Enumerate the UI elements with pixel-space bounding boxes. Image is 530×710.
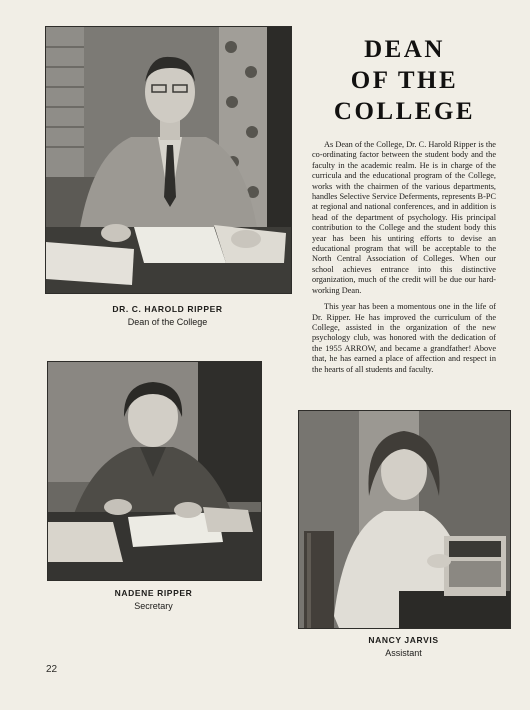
secretary-role: Secretary (134, 601, 173, 611)
title-line-1: DEAN (364, 36, 445, 63)
page-number: 22 (46, 664, 58, 675)
body-paragraph-1: As Dean of the College, Dr. C. Harold Ripper is the co-ordinating factor between the student body and the faculty in the academic realm. He is in charge of the curricula and the educational program of the College, works with the chairmen of the various departments, handles Selective Service Deferments, represents B-PC at regional and national conferences, and in addition is head of the department of psychology. His principal contribution to the College and the student body this year has been his untiring efforts to devise an educational program that will be acceptable to the North Central Association of Colleges. When our school achieves entrance into this distinctive organization, much of the credit will be due our hard-working Dean. (312, 140, 496, 295)
secretary-name: NADENE RIPPER (114, 588, 193, 598)
article-body (312, 140, 496, 381)
dean-name: DR. C. HAROLD RIPPER (112, 304, 223, 314)
dean-role: Dean of the College (127, 317, 208, 327)
body-paragraph-2: This year has been a momentous one in the life of Dr. Ripper. He has improved the curriculum of the College, assisted in the organization of the new psychology club, was honored with the dedication of the 1955 ARROW, and became a grandfather! Above that, he has earned a place of affection and respect in the hearts of all students and faculty. (312, 302, 496, 374)
page-title (312, 34, 497, 127)
dean-photo (45, 26, 292, 294)
assistant-photo (298, 410, 511, 629)
secretary-photo (47, 361, 262, 581)
title-line-2: OF THE (350, 67, 459, 94)
title-line-3: COLLEGE (333, 98, 476, 125)
assistant-role: Assistant (385, 648, 422, 658)
assistant-name: NANCY JARVIS (368, 635, 439, 645)
